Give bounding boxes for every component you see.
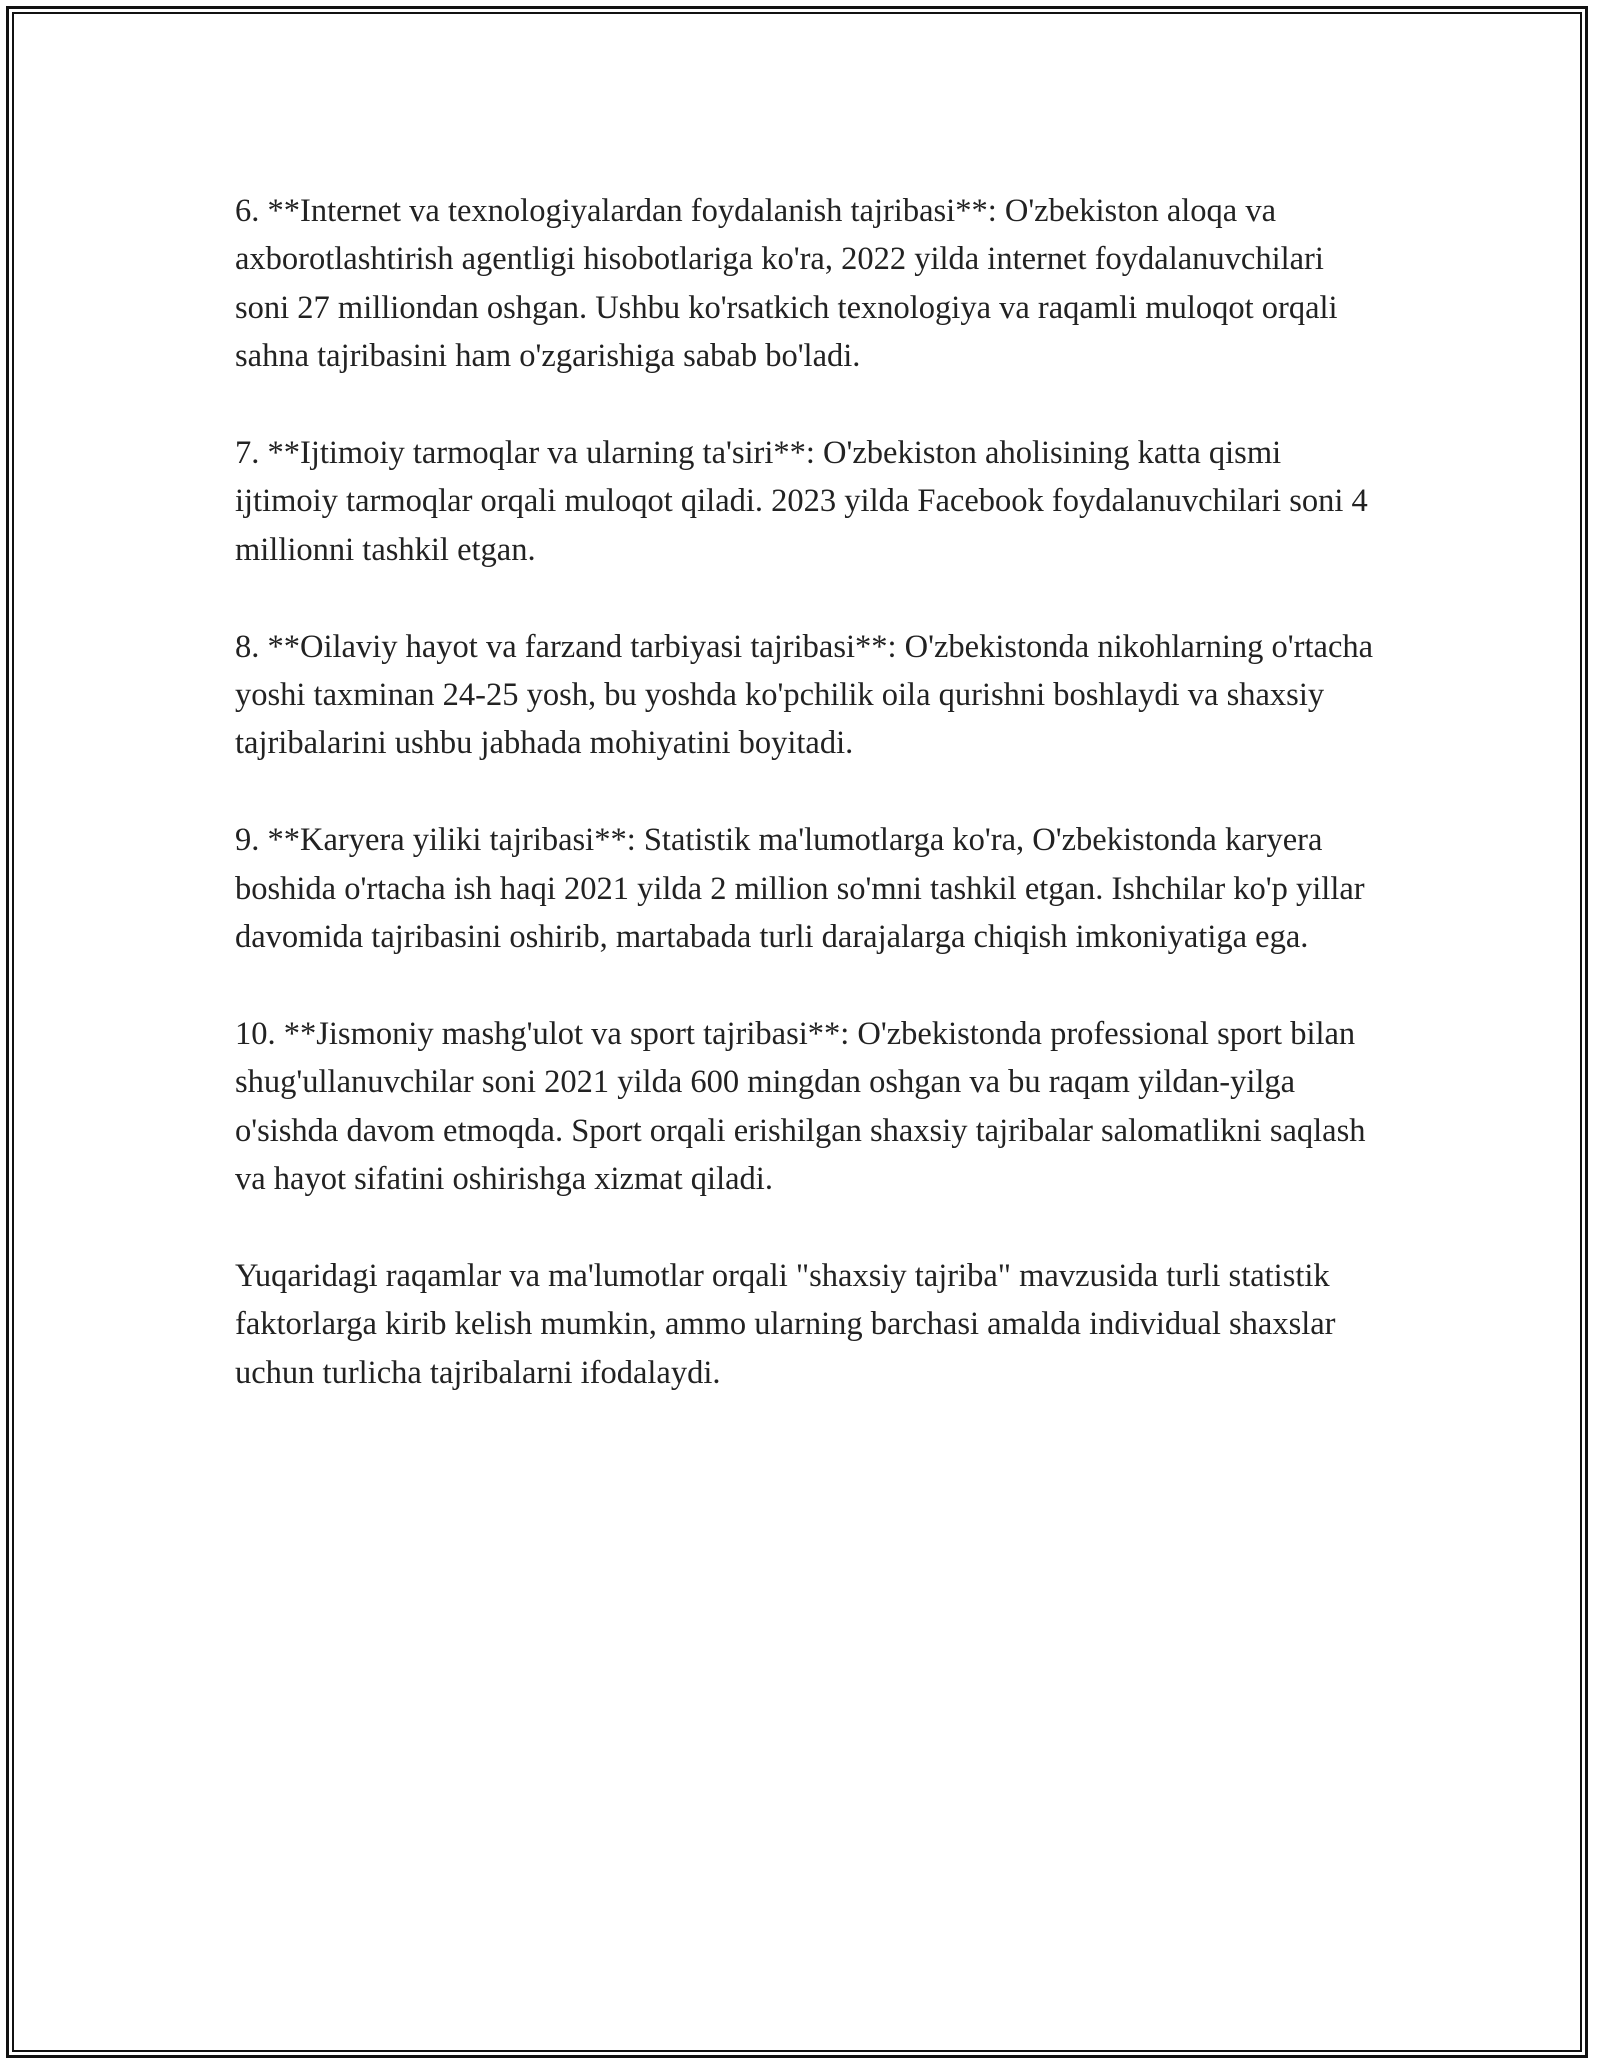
paragraph-item-10: 10. **Jismoniy mashg'ulot va sport tajribasi**: O'zbekistonda professional sport bilan shug'ullanuvchilar soni 2021 yilda 600 mingdan oshgan va bu raqam yildan-yilga o'sishda davom etmoqda. Sport orqali erishilgan shaxsiy tajribalar salomatlikni saqlash va hayot sifatini oshirishga xizmat qiladi. — [235, 1015, 1366, 1198]
paragraph-item-7: 7. **Ijtimoiy tarmoqlar va ularning ta'siri**: O'zbekiston aholisining katta qismi ijtimoiy tarmoqlar orqali muloqot qiladi. 2023 yilda Facebook foydalanuvchilari soni 4 millionni tashkil etgan. — [235, 435, 1368, 568]
paragraph-conclusion: Yuqaridagi raqamlar va ma'lumotlar orqali "shaxsiy tajriba" mavzusida turli statistik faktorlarga kirib kelish mumkin, ammo ularning barchasi amalda individual shaxslar uchun turlicha tajribalarni ifodalaydi. — [235, 1257, 1336, 1391]
paragraph-item-9: 9. **Karyera yiliki tajribasi**: Statistik ma'lumotlarga ko'ra, O'zbekistonda karyera boshida o'rtacha ish haqi 2021 yilda 2 million so'mni tashkil etgan. Ishchilar ko'p yillar davomida tajribasini oshirib, martabada turli darajalarga chiqish imkoniyatiga ega. — [235, 822, 1365, 956]
paragraph-item-8: 8. **Oilaviy hayot va farzand tarbiyasi tajribasi**: O'zbekistonda nikohlarning o'rtacha yoshi taxminan 24-25 yosh, bu yoshda ko'pchilik oila qurishni boshlaydi va shaxsiy tajribalarini ushbu jabhada mohiyatini boyitadi. — [235, 628, 1374, 762]
paragraph-item-6: 6. **Internet va texnologiyalardan foydalanish tajribasi**: O'zbekiston aloqa va axborotlashtirish agentligi hisobotlariga ko'ra, 2022 yilda internet foydalanuvchilari soni 27 milliondan oshgan. Ushbu ko'rsatkich texnologiya va raqamli muloqot orqali sahna tajribasini ham o'zgarishiga sabab bo'ladi. — [235, 193, 1338, 375]
document-body — [235, 187, 1375, 1397]
